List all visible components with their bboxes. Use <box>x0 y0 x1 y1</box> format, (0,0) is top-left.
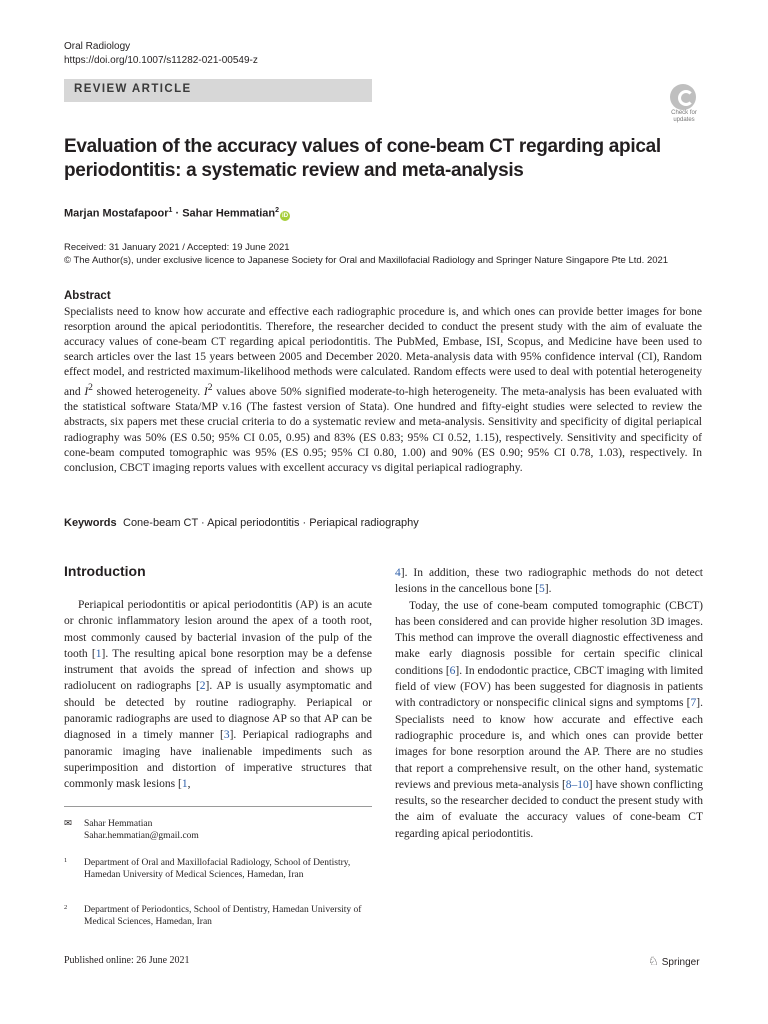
copyright-notice: © The Author(s), under exclusive licence to Japanese Society for Oral and Maxillofacial Radiology and Springer Nature Singapore Pte Ltd. 2021 <box>64 255 669 266</box>
body-paragraph <box>395 598 703 842</box>
abstract-text <box>64 305 702 476</box>
body-column-right <box>395 565 703 842</box>
publisher-name: Springer <box>661 957 700 968</box>
affiliation-number: 1 <box>64 857 68 864</box>
article-type-label: REVIEW ARTICLE <box>74 83 192 95</box>
published-date: Published online: 26 June 2021 <box>64 955 190 966</box>
footnote-divider <box>64 806 372 807</box>
journal-name: Oral Radiology <box>64 41 131 52</box>
i-squared-sup: 2 <box>88 382 93 394</box>
abstract-part: showed heterogeneity. <box>92 386 204 399</box>
citation-link[interactable]: 7 <box>690 697 697 710</box>
citation-link[interactable]: 8–10 <box>565 778 589 791</box>
affiliation-mark: 1 <box>168 207 173 214</box>
body-column-left <box>64 597 372 793</box>
citation-link[interactable]: 1 <box>181 778 188 791</box>
check-updates-label: Check for updates <box>671 110 697 123</box>
keywords-heading: Keywords <box>64 517 117 529</box>
author-separator: · <box>172 207 183 220</box>
corresponding-email[interactable]: Sahar.hemmatian@gmail.com <box>84 831 199 841</box>
citation-link[interactable]: 4 <box>395 567 401 579</box>
body-paragraph <box>64 597 372 793</box>
received-accepted-dates: Received: 31 January 2021 / Accepted: 19 June 2021 <box>64 242 290 253</box>
i-squared: I <box>203 386 208 399</box>
body-text: Periapical periodontitis or apical periodontitis (AP) is an acute or chronic inflammatory lesion around the apex of a tooth root, most commonly caused by bacterial invasion of the pulp of the tooth [ <box>64 599 372 660</box>
corresponding-author <box>84 818 199 842</box>
affiliation-2: Department of Periodontics, School of Dentistry, Hamedan University of Medical Sciences, Hamedan, Iran <box>84 905 362 927</box>
springer-horse-icon: ♘ <box>648 954 659 968</box>
body-text: ]. AP is usually asymptomatic and should be detected by routine radiography. Periapical or panoramic radiographs are used to diagnose AP so that AP can be diagnosed in a timely manner [ <box>64 680 372 742</box>
introduction-heading: Introduction <box>64 563 146 579</box>
affiliation-1: Department of Oral and Maxillofacial Radiology, School of Dentistry, Hamedan University of Medical Sciences, Hamedan, Iran <box>84 858 351 880</box>
citation-link[interactable]: 6 <box>449 664 456 677</box>
orcid-icon[interactable]: iD <box>282 212 289 219</box>
abstract-part: Specialists need to know how accurate and effective each radiographic procedure is, and which ones can provide better images for bone resorption around the apical periodontitis. Therefore, the researcher decided to conduct the present study with the aim of evaluate the accuracy values of cone-beam CT regarding apical periodontitis. The PubMed, Embase, ISI, Scopus, and Medicine have been used to search articles over the last 15 years between 2005 and December 2020. Meta-analysis data with 95% confidence interval (CI), Random effect model, and restricted maximum-likelihood methods were calculated. Random effects were used to deal with potential heterogeneity and <box>64 306 702 399</box>
article-type-banner <box>64 79 372 102</box>
author-name[interactable]: Marjan Mostafapoor <box>64 207 169 220</box>
citation-link[interactable]: 1 <box>95 647 102 660</box>
body-text: ]. Specialists need to know how accurate and effective each radiographic procedure is, and which ones can provide better images for bone resorption around the AP. There are no studies that report a comprehensive result, on the other hand, systematic reviews and previous meta-analysis [ <box>395 697 703 791</box>
author-list <box>64 203 290 222</box>
body-text: Today, the use of cone-beam computed tomographic (CBCT) has been considered and can provide higher resolution 3D images. This method can improve the overall diagnostic effectiveness and make early diagnosis possible for certain specific clinical conditions [ <box>395 599 703 677</box>
affiliation-number: 2 <box>64 904 68 911</box>
citation-link[interactable]: 5 <box>539 583 545 596</box>
body-text: ]. Periapical radiographs and panoramic imaging have inalienable impediments such as superimposition and distortion of imperative structures that commonly mask lesions [ <box>64 729 372 791</box>
body-text: ]. In endodontic practice, CBCT imaging with limited field of view (FOV) has been suggested for diagnosis in patients with contradictory or nonspecific clinical signs and symptoms [ <box>395 664 704 710</box>
envelope-icon: ✉ <box>64 819 72 829</box>
doi-link[interactable]: https://doi.org/10.1007/s11282-021-00549-z <box>64 55 258 66</box>
publisher-logo <box>648 954 700 968</box>
crossmark-icon <box>670 84 696 110</box>
body-text: ]. In addition, these two radiographic methods do not detect lesions in the cancellous bone [ <box>395 567 703 596</box>
body-text: ] have shown conflicting results, so the researcher decided to conduct the present study with the aim of evaluate the accuracy values of cone-beam CT regarding apical periodontitis. <box>395 778 704 840</box>
citation-link[interactable]: 2 <box>199 680 206 693</box>
check-for-updates-badge[interactable] <box>664 84 704 124</box>
corresponding-name: Sahar Hemmatian <box>84 819 153 829</box>
affiliation-mark: 2 <box>275 207 280 214</box>
citation-link[interactable]: 3 <box>223 729 230 742</box>
i-squared: I <box>84 386 89 399</box>
article-title: Evaluation of the accuracy values of cone-beam CT regarding apical periodontitis: a systematic review and meta-analysis <box>64 136 661 181</box>
keywords-text: Cone-beam CT · Apical periodontitis · Periapical radiography <box>123 517 419 529</box>
body-text: , <box>187 778 191 791</box>
body-paragraph <box>395 565 703 598</box>
i-squared-sup: 2 <box>207 382 213 394</box>
author-name[interactable]: Sahar Hemmatian <box>182 207 276 220</box>
abstract-heading: Abstract <box>64 290 111 302</box>
abstract-part: values above 50% signified moderate-to-high heterogeneity. The meta-analysis has been evaluated with the statistical software Stata/MP v.16 (The fastest version of Stata). One hundred and fifty-eight studies were selected to review the abstracts, six papers met these crucial criteria to do a systematic review and meta-analysis. Sensitivity and specificity of digital periapical radiography was 50% (ES 0.50; 95% CI 0.05, 0.95) and 83% (ES 0.83; 95% CI 0.52, 1.15), respectively. Sensitivity and specificity of cone-beam computed tomographic was 95% (ES 0.95; 95% CI 0.80, 1.00) and 90% (ES 0.90; 95% CI 0.78, 1.03), respectively. In conclusion, CBCT imaging reports values with excellent accuracy vs digital periapical radiography. <box>64 386 702 474</box>
body-text: ]. <box>544 583 552 596</box>
body-text: ]. The resulting apical bone resorption may be a defense instrument that avoids the spread of infection and shows up radiolucent on radiographs [ <box>64 647 372 693</box>
